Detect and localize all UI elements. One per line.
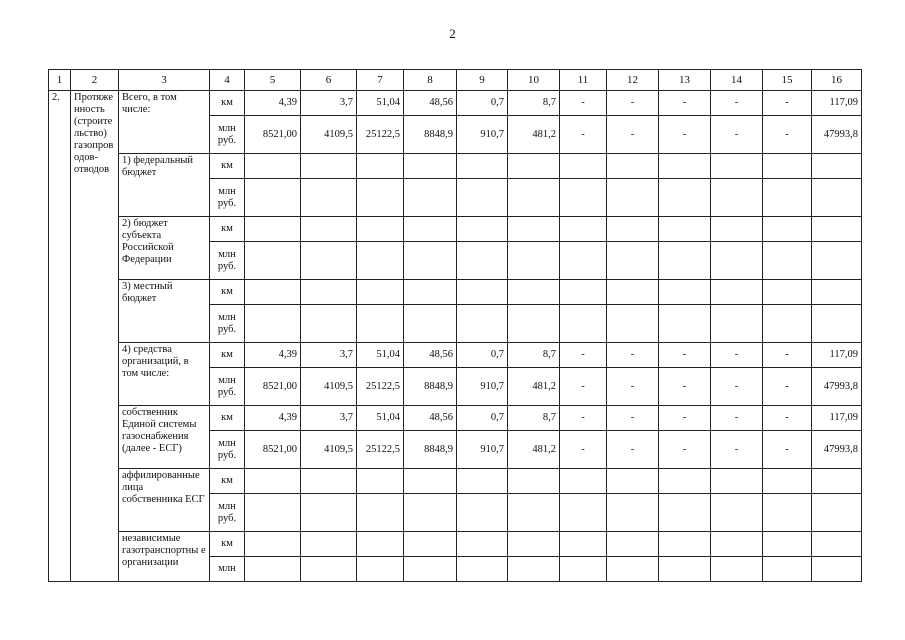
value-cell: 4109,5 <box>301 368 357 406</box>
funding-source-label: 4) средства организаций, в том числе: <box>119 343 210 406</box>
column-header: 12 <box>607 70 659 91</box>
value-cell: 51,04 <box>357 91 404 116</box>
value-cell <box>357 242 404 280</box>
value-cell <box>508 217 560 242</box>
value-cell <box>763 532 812 557</box>
value-cell: 3,7 <box>301 343 357 368</box>
page-number: 2 <box>449 26 456 41</box>
value-cell: 117,09 <box>812 406 862 431</box>
value-cell <box>457 242 508 280</box>
value-cell: - <box>560 368 607 406</box>
value-cell <box>560 469 607 494</box>
value-cell <box>659 154 711 179</box>
column-header: 11 <box>560 70 607 91</box>
value-cell <box>659 305 711 343</box>
value-cell <box>508 280 560 305</box>
value-cell <box>301 305 357 343</box>
value-cell <box>659 179 711 217</box>
value-cell <box>301 469 357 494</box>
value-cell: - <box>560 91 607 116</box>
value-cell <box>659 242 711 280</box>
value-cell <box>560 494 607 532</box>
funding-source-label: 2) бюджет субъекта Российской Федерации <box>119 217 210 280</box>
value-cell <box>560 305 607 343</box>
value-cell <box>711 305 763 343</box>
value-cell <box>404 179 457 217</box>
value-cell <box>659 280 711 305</box>
column-header: 16 <box>812 70 862 91</box>
value-cell <box>357 154 404 179</box>
value-cell <box>763 469 812 494</box>
unit-cell: млн руб. <box>210 116 245 154</box>
value-cell <box>607 242 659 280</box>
value-cell <box>404 532 457 557</box>
value-cell <box>245 494 301 532</box>
value-cell <box>763 154 812 179</box>
header-row <box>49 70 862 91</box>
value-cell: 0,7 <box>457 406 508 431</box>
indicator-name: Протяже нность (строите льство) газопров одов-отводов <box>71 91 119 582</box>
value-cell: - <box>659 116 711 154</box>
value-cell: - <box>560 343 607 368</box>
column-header: 1 <box>49 70 71 91</box>
value-cell <box>404 154 457 179</box>
value-cell: - <box>659 431 711 469</box>
value-cell: 0,7 <box>457 343 508 368</box>
value-cell: 8848,9 <box>404 368 457 406</box>
value-cell: 47993,8 <box>812 368 862 406</box>
column-header: 6 <box>301 70 357 91</box>
column-header: 10 <box>508 70 560 91</box>
value-cell <box>301 154 357 179</box>
value-cell: - <box>763 116 812 154</box>
value-cell <box>659 557 711 582</box>
value-cell <box>560 154 607 179</box>
value-cell: 481,2 <box>508 368 560 406</box>
value-cell <box>301 494 357 532</box>
value-cell <box>457 179 508 217</box>
value-cell <box>763 179 812 217</box>
value-cell <box>812 242 862 280</box>
value-cell <box>404 494 457 532</box>
value-cell: - <box>711 368 763 406</box>
column-header: 3 <box>119 70 210 91</box>
value-cell <box>607 280 659 305</box>
funding-source-label: Всего, в том числе: <box>119 91 210 154</box>
value-cell <box>607 217 659 242</box>
value-cell <box>301 179 357 217</box>
value-cell <box>404 305 457 343</box>
value-cell: 910,7 <box>457 116 508 154</box>
value-cell: 3,7 <box>301 91 357 116</box>
value-cell <box>357 217 404 242</box>
value-cell: 8,7 <box>508 406 560 431</box>
value-cell: 8521,00 <box>245 368 301 406</box>
value-cell <box>711 494 763 532</box>
value-cell <box>607 305 659 343</box>
value-cell <box>659 494 711 532</box>
value-cell <box>763 494 812 532</box>
value-cell <box>301 280 357 305</box>
value-cell <box>812 217 862 242</box>
value-cell <box>711 532 763 557</box>
unit-cell: км <box>210 469 245 494</box>
value-cell: 48,56 <box>404 91 457 116</box>
table-row <box>49 280 862 305</box>
column-header: 2 <box>71 70 119 91</box>
value-cell <box>301 217 357 242</box>
value-cell: - <box>711 406 763 431</box>
investment-table <box>48 69 862 582</box>
column-header: 5 <box>245 70 301 91</box>
value-cell: - <box>607 343 659 368</box>
value-cell: 481,2 <box>508 431 560 469</box>
value-cell: - <box>607 91 659 116</box>
value-cell <box>812 557 862 582</box>
value-cell: - <box>659 343 711 368</box>
value-cell <box>711 557 763 582</box>
funding-source-label: 3) местный бюджет <box>119 280 210 343</box>
value-cell: 25122,5 <box>357 116 404 154</box>
table-row <box>49 469 862 494</box>
value-cell <box>245 469 301 494</box>
value-cell <box>560 242 607 280</box>
value-cell <box>301 532 357 557</box>
value-cell <box>763 280 812 305</box>
value-cell <box>404 469 457 494</box>
value-cell <box>508 154 560 179</box>
value-cell: 8,7 <box>508 343 560 368</box>
value-cell <box>245 280 301 305</box>
value-cell <box>457 154 508 179</box>
value-cell <box>508 494 560 532</box>
value-cell <box>763 242 812 280</box>
value-cell: - <box>763 406 812 431</box>
column-header: 9 <box>457 70 508 91</box>
value-cell: - <box>560 406 607 431</box>
value-cell <box>457 280 508 305</box>
value-cell: - <box>711 431 763 469</box>
value-cell: 8521,00 <box>245 431 301 469</box>
funding-source-label: аффилированные лица собственника ЕСГ <box>119 469 210 532</box>
unit-cell: км <box>210 280 245 305</box>
value-cell: 4,39 <box>245 91 301 116</box>
value-cell: 8848,9 <box>404 116 457 154</box>
value-cell: - <box>607 116 659 154</box>
column-header: 15 <box>763 70 812 91</box>
value-cell: 51,04 <box>357 343 404 368</box>
value-cell <box>560 557 607 582</box>
value-cell <box>508 242 560 280</box>
value-cell: - <box>763 343 812 368</box>
value-cell <box>508 469 560 494</box>
value-cell: 25122,5 <box>357 368 404 406</box>
unit-cell: млн <box>210 557 245 582</box>
value-cell: 4,39 <box>245 406 301 431</box>
value-cell <box>404 557 457 582</box>
unit-cell: млн руб. <box>210 242 245 280</box>
value-cell: 0,7 <box>457 91 508 116</box>
value-cell <box>560 179 607 217</box>
unit-cell: млн руб. <box>210 179 245 217</box>
value-cell <box>812 179 862 217</box>
value-cell <box>812 280 862 305</box>
value-cell <box>404 242 457 280</box>
value-cell <box>508 532 560 557</box>
value-cell <box>404 280 457 305</box>
unit-cell: км <box>210 91 245 116</box>
table-row <box>49 154 862 179</box>
table-row <box>49 532 862 557</box>
unit-cell: км <box>210 406 245 431</box>
value-cell <box>357 469 404 494</box>
value-cell: 910,7 <box>457 431 508 469</box>
value-cell: 48,56 <box>404 343 457 368</box>
value-cell: 4,39 <box>245 343 301 368</box>
value-cell <box>508 305 560 343</box>
value-cell: - <box>560 116 607 154</box>
value-cell <box>457 469 508 494</box>
value-cell: 25122,5 <box>357 431 404 469</box>
value-cell <box>245 305 301 343</box>
value-cell: - <box>607 406 659 431</box>
funding-source-label: собственник Единой системы газоснабжения (далее - ЕСГ) <box>119 406 210 469</box>
value-cell <box>711 179 763 217</box>
value-cell: - <box>607 368 659 406</box>
value-cell: 48,56 <box>404 406 457 431</box>
value-cell <box>245 217 301 242</box>
value-cell: 47993,8 <box>812 431 862 469</box>
value-cell <box>607 154 659 179</box>
value-cell <box>457 532 508 557</box>
value-cell <box>301 557 357 582</box>
value-cell <box>404 217 457 242</box>
value-cell <box>457 557 508 582</box>
value-cell <box>607 469 659 494</box>
value-cell: - <box>711 343 763 368</box>
value-cell: - <box>659 406 711 431</box>
value-cell: 8,7 <box>508 91 560 116</box>
value-cell <box>245 532 301 557</box>
value-cell: 4109,5 <box>301 116 357 154</box>
value-cell <box>812 305 862 343</box>
value-cell <box>457 305 508 343</box>
value-cell: 481,2 <box>508 116 560 154</box>
column-header: 4 <box>210 70 245 91</box>
value-cell <box>812 494 862 532</box>
value-cell: - <box>560 431 607 469</box>
value-cell <box>357 179 404 217</box>
column-header: 8 <box>404 70 457 91</box>
value-cell <box>607 532 659 557</box>
value-cell <box>457 494 508 532</box>
value-cell <box>560 280 607 305</box>
value-cell <box>812 532 862 557</box>
unit-cell: км <box>210 343 245 368</box>
value-cell: 51,04 <box>357 406 404 431</box>
value-cell <box>357 494 404 532</box>
value-cell <box>711 469 763 494</box>
value-cell <box>301 242 357 280</box>
value-cell: 47993,8 <box>812 116 862 154</box>
value-cell: 117,09 <box>812 91 862 116</box>
value-cell <box>245 242 301 280</box>
value-cell <box>245 179 301 217</box>
value-cell <box>763 557 812 582</box>
value-cell: 910,7 <box>457 368 508 406</box>
unit-cell: млн руб. <box>210 494 245 532</box>
value-cell <box>245 557 301 582</box>
table-row <box>49 343 862 368</box>
value-cell: - <box>659 91 711 116</box>
value-cell <box>659 217 711 242</box>
value-cell: - <box>763 91 812 116</box>
value-cell: - <box>607 431 659 469</box>
value-cell <box>711 154 763 179</box>
value-cell <box>508 557 560 582</box>
value-cell <box>245 154 301 179</box>
value-cell: - <box>711 91 763 116</box>
unit-cell: млн руб. <box>210 305 245 343</box>
funding-source-label: независимые газотранспортны е организации <box>119 532 210 582</box>
table-row <box>49 217 862 242</box>
funding-source-label: 1) федеральный бюджет <box>119 154 210 217</box>
value-cell <box>357 532 404 557</box>
value-cell: 8848,9 <box>404 431 457 469</box>
value-cell <box>763 217 812 242</box>
value-cell <box>560 217 607 242</box>
value-cell <box>607 179 659 217</box>
value-cell: 4109,5 <box>301 431 357 469</box>
column-header: 7 <box>357 70 404 91</box>
column-header: 13 <box>659 70 711 91</box>
value-cell: - <box>711 116 763 154</box>
value-cell <box>659 532 711 557</box>
unit-cell: км <box>210 154 245 179</box>
value-cell: - <box>763 368 812 406</box>
unit-cell: млн руб. <box>210 431 245 469</box>
unit-cell: млн руб. <box>210 368 245 406</box>
value-cell: 3,7 <box>301 406 357 431</box>
value-cell: 117,09 <box>812 343 862 368</box>
value-cell <box>357 557 404 582</box>
value-cell <box>508 179 560 217</box>
value-cell <box>763 305 812 343</box>
value-cell: - <box>763 431 812 469</box>
value-cell <box>357 305 404 343</box>
value-cell <box>812 469 862 494</box>
value-cell <box>711 217 763 242</box>
value-cell <box>357 280 404 305</box>
value-cell <box>711 242 763 280</box>
value-cell <box>607 557 659 582</box>
value-cell: 8521,00 <box>245 116 301 154</box>
value-cell <box>812 154 862 179</box>
unit-cell: км <box>210 217 245 242</box>
value-cell <box>607 494 659 532</box>
row-index: 2. <box>49 91 71 582</box>
value-cell <box>560 532 607 557</box>
table-row <box>49 91 862 116</box>
value-cell <box>457 217 508 242</box>
value-cell <box>711 280 763 305</box>
value-cell <box>659 469 711 494</box>
unit-cell: км <box>210 532 245 557</box>
column-header: 14 <box>711 70 763 91</box>
value-cell: - <box>659 368 711 406</box>
table-row <box>49 406 862 431</box>
